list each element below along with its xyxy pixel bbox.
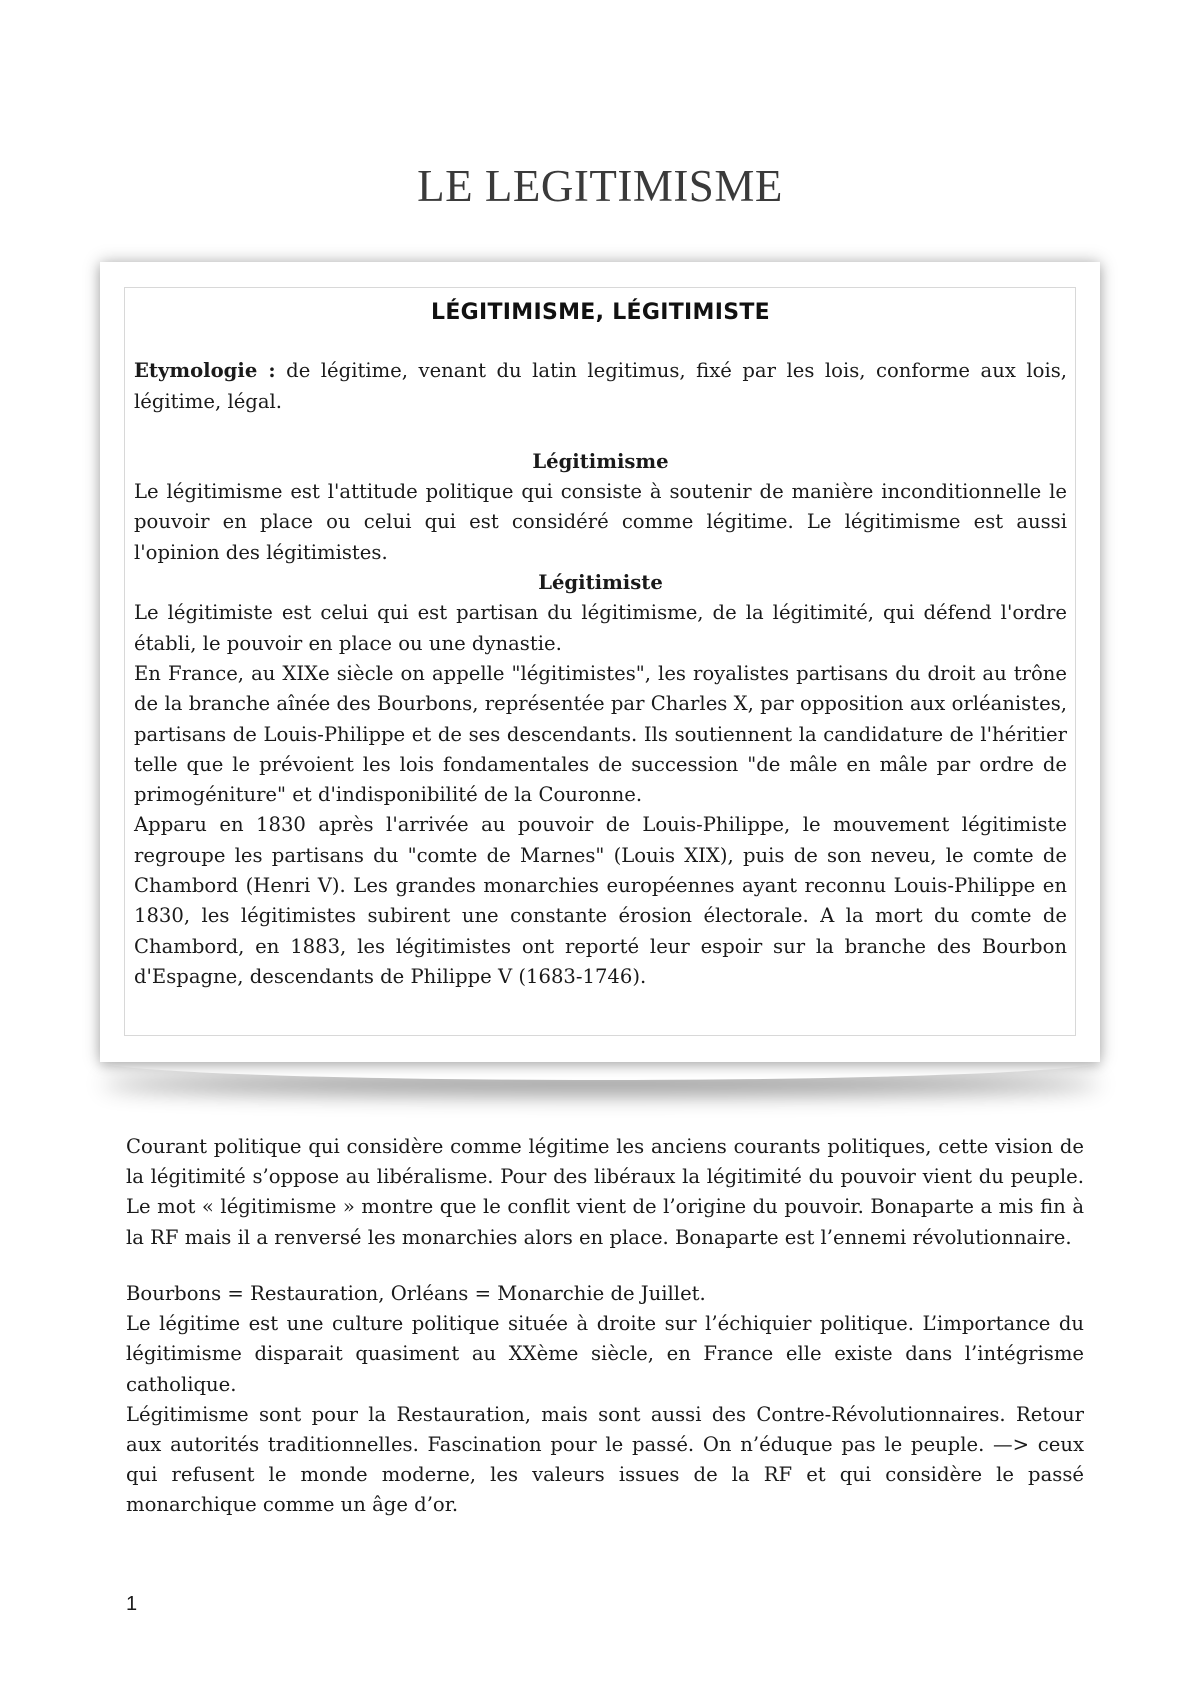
spacer: [134, 417, 1067, 447]
legitimiste-history-paragraph: En France, au XIXe siècle on appelle "légitimistes", les royalistes partisans du droit au trône de la branche aînée des Bourbons, représentée par Charles X, par opposition aux orléanistes, partisans de Louis-Philippe et de ses descendants. Ils soutiennent la candidature de l'héritier telle que le prévoient les lois fondamentales de succession "de mâle en mâle par ordre de primogéniture" et d'indisponibilité de la Couronne.: [134, 661, 1067, 807]
definition-box-heading: LÉGITIMISME, LÉGITIMISTE: [431, 300, 770, 325]
definition-card: [100, 262, 1100, 1062]
body-paragraph: Bourbons = Restauration, Orléans = Monarchie de Juillet.: [126, 1282, 706, 1305]
legitimiste-heading: Légitimiste: [538, 571, 663, 595]
body-paragraph: Légitimisme sont pour la Restauration, mais sont aussi des Contre-Révolutionnaires. Retour aux autorités traditionnelles. Fascination pour le passé. On n’éduque pas le peuple. —> ceux qui refusent le monde moderne, les valeurs issues de la RF et qui considère le passé monarchique comme un âge d’or.: [126, 1402, 1084, 1517]
body-section-1: [126, 1132, 1084, 1253]
etymology-text: de légitime, venant du latin legitimus, fixé par les lois, conforme aux lois, légitime, légal.: [134, 359, 1067, 413]
page-title: LE LEGITIMISME: [417, 161, 783, 211]
body-paragraph: Courant politique qui considère comme légitime les anciens courants politiques, cette vision de la légitimité s’oppose au libéralisme. Pour des libéraux la légitimité du pouvoir vient du peuple. Le mot « légitimisme » montre que le conflit vient de l’origine du pouvoir. Bonaparte a mis fin à la RF mais il a renversé les monarchies alors en place. Bonaparte est l’ennemi révolutionnaire.: [126, 1135, 1084, 1249]
legitimiste-definition: Le légitimiste est celui qui est partisan du légitimisme, de la légitimité, qui défend l'ordre établi, le pouvoir en place ou une dynastie.: [134, 601, 1067, 655]
page-number: 1: [126, 1593, 138, 1615]
etymology-paragraph: [134, 356, 1067, 417]
etymology-label: Etymologie :: [134, 359, 276, 383]
body-paragraph: Le légitime est une culture politique située à droite sur l’échiquier politique. L’importance du légitimisme disparait quasiment au XXème siècle, en France elle existe dans l’intégrisme catholique.: [126, 1312, 1084, 1396]
legitimisme-definition: Le légitimisme est l'attitude politique qui consiste à soutenir de manière inconditionnelle le pouvoir en place ou celui qui est considéré comme légitime. Le légitimisme est aussi l'opinion des légitimistes.: [134, 480, 1067, 564]
body-section-2: [126, 1279, 1084, 1521]
legitimiste-movement-paragraph: Apparu en 1830 après l'arrivée au pouvoir de Louis-Philippe, le mouvement légitimiste regroupe les partisans du "comte de Marnes" (Louis XIX), puis de son neveu, le comte de Chambord (Henri V). Les grandes monarchies européennes ayant reconnu Louis-Philippe en 1830, les légitimistes subirent une constante érosion électorale. A la mort du comte de Chambord, en 1883, les légitimistes ont reporté leur espoir sur la branche des Bourbon d'Espagne, descendants de Philippe V (1683-1746).: [134, 813, 1067, 988]
definition-box: [124, 287, 1076, 1036]
legitimisme-heading: Légitimisme: [532, 449, 669, 473]
